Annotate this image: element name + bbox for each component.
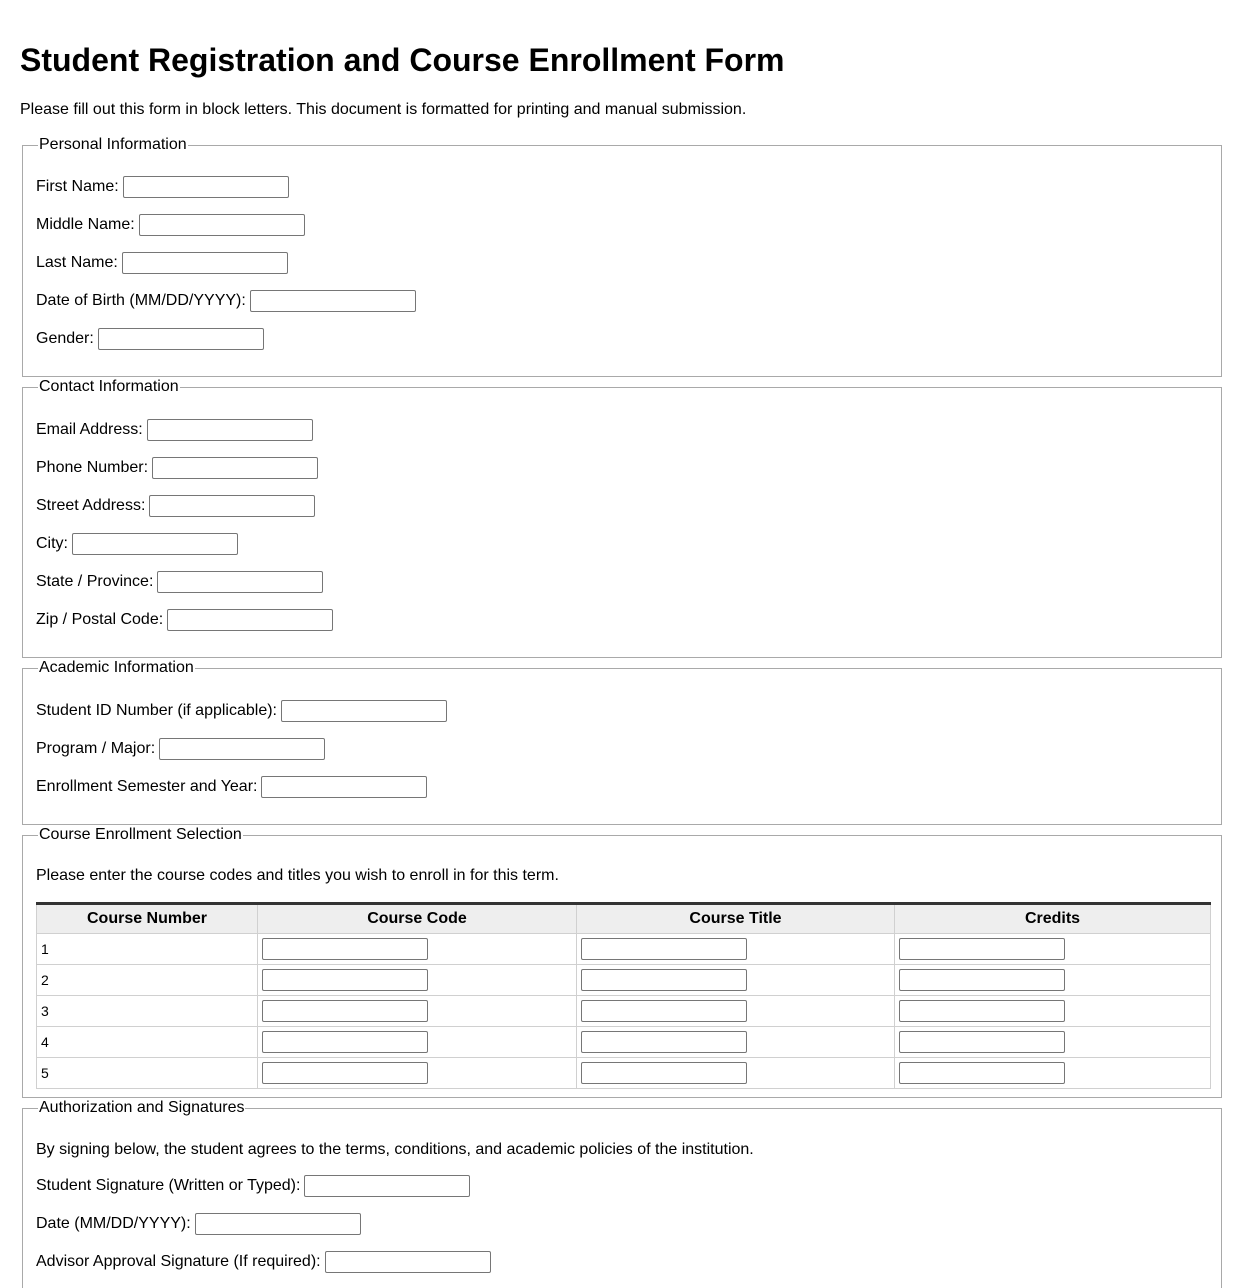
course-code-cell (258, 996, 577, 1027)
credits-cell (895, 934, 1211, 965)
middle-name-row (36, 213, 305, 237)
credits-field[interactable] (899, 1062, 1065, 1084)
gender-field[interactable] (98, 328, 264, 350)
course-title-cell (577, 996, 895, 1027)
credits-field[interactable] (899, 1000, 1065, 1022)
page-title: Student Registration and Course Enrollment Form (20, 42, 785, 78)
city-label: City: (36, 535, 68, 552)
student-signature-field[interactable] (304, 1175, 470, 1197)
table-row (37, 934, 1211, 965)
table-row (37, 1058, 1211, 1089)
student-signature-row (36, 1174, 470, 1198)
zip-row (36, 608, 333, 632)
gender-row (36, 327, 264, 351)
program-field[interactable] (159, 738, 325, 760)
last-name-label: Last Name: (36, 254, 118, 271)
course-title-cell (577, 1027, 895, 1058)
credits-cell (895, 996, 1211, 1027)
student-id-row (36, 699, 447, 723)
course-number-cell: 2 (37, 965, 258, 996)
date-of-birth-row (36, 289, 416, 313)
city-row (36, 532, 238, 556)
email-label: Email Address: (36, 421, 143, 438)
semester-row (36, 775, 427, 799)
course-code-field[interactable] (262, 1000, 428, 1022)
state-field[interactable] (157, 571, 323, 593)
course-title-cell (577, 965, 895, 996)
program-row (36, 737, 325, 761)
credits-cell (895, 1058, 1211, 1089)
course-title-field[interactable] (581, 938, 747, 960)
credits-field[interactable] (899, 1031, 1065, 1053)
course-code-cell (258, 1058, 577, 1089)
course-number-cell: 4 (37, 1027, 258, 1058)
first-name-row (36, 175, 289, 199)
course-code-cell (258, 965, 577, 996)
street-row (36, 494, 315, 518)
section-legend: Academic Information (39, 659, 194, 676)
email-field[interactable] (147, 419, 313, 441)
advisor-signature-label: Advisor Approval Signature (If required): (36, 1253, 321, 1270)
city-field[interactable] (72, 533, 238, 555)
email-row (36, 418, 313, 442)
signature-date-field[interactable] (195, 1213, 361, 1235)
signature-date-label: Date (MM/DD/YYYY): (36, 1215, 191, 1232)
phone-label: Phone Number: (36, 459, 149, 476)
last-name-row (36, 251, 288, 275)
academic-information-section (22, 659, 1222, 825)
first-name-label: First Name: (36, 178, 119, 195)
credits-cell (895, 965, 1211, 996)
first-name-field[interactable] (123, 176, 289, 198)
course-enrollment-section (22, 826, 1222, 1098)
zip-field[interactable] (167, 609, 333, 631)
table-row (37, 996, 1211, 1027)
credits-cell (895, 1027, 1211, 1058)
date-of-birth-field[interactable] (250, 290, 416, 312)
advisor-signature-row (36, 1250, 491, 1274)
course-code-cell (258, 934, 577, 965)
column-header: Course Title (577, 904, 895, 934)
student-id-field[interactable] (281, 700, 447, 722)
last-name-field[interactable] (122, 252, 288, 274)
contact-information-section (22, 378, 1222, 658)
course-title-field[interactable] (581, 1031, 747, 1053)
credits-field[interactable] (899, 969, 1065, 991)
student-id-label: Student ID Number (if applicable): (36, 702, 277, 719)
course-number-cell: 1 (37, 934, 258, 965)
student-signature-label: Student Signature (Written or Typed): (36, 1177, 301, 1194)
course-title-field[interactable] (581, 1000, 747, 1022)
course-number-cell: 5 (37, 1058, 258, 1089)
authorization-statement: By signing below, the student agrees to the terms, conditions, and academic policies of the institution. (36, 1141, 754, 1158)
course-code-field[interactable] (262, 938, 428, 960)
program-label: Program / Major: (36, 740, 156, 757)
semester-label: Enrollment Semester and Year: (36, 778, 258, 795)
semester-field[interactable] (261, 776, 427, 798)
gender-label: Gender: (36, 330, 94, 347)
table-row (37, 1027, 1211, 1058)
column-header: Credits (895, 904, 1211, 934)
section-legend: Course Enrollment Selection (39, 826, 242, 843)
phone-row (36, 456, 318, 480)
phone-field[interactable] (152, 457, 318, 479)
signature-date-row (36, 1212, 361, 1236)
state-label: State / Province: (36, 573, 154, 590)
course-instructions: Please enter the course codes and titles you wish to enroll in for this term. (36, 867, 559, 884)
state-row (36, 570, 323, 594)
street-label: Street Address: (36, 497, 146, 514)
authorization-section (22, 1099, 1222, 1288)
table-header-row (37, 904, 1211, 934)
course-title-field[interactable] (581, 969, 747, 991)
credits-field[interactable] (899, 938, 1065, 960)
advisor-signature-field[interactable] (325, 1251, 491, 1273)
course-title-cell (577, 934, 895, 965)
intro-text: Please fill out this form in block letters. This document is formatted for printing and manual submission. (20, 101, 747, 118)
course-title-cell (577, 1058, 895, 1089)
course-code-field[interactable] (262, 1031, 428, 1053)
course-number-cell: 3 (37, 996, 258, 1027)
middle-name-field[interactable] (139, 214, 305, 236)
section-legend: Personal Information (39, 136, 187, 153)
column-header: Course Number (37, 904, 258, 934)
section-legend: Authorization and Signatures (39, 1099, 245, 1116)
section-legend: Contact Information (39, 378, 179, 395)
table-row (37, 965, 1211, 996)
date-of-birth-label: Date of Birth (MM/DD/YYYY): (36, 292, 246, 309)
course-code-cell (258, 1027, 577, 1058)
course-code-field[interactable] (262, 1062, 428, 1084)
middle-name-label: Middle Name: (36, 216, 135, 233)
zip-label: Zip / Postal Code: (36, 611, 164, 628)
personal-information-section (22, 136, 1222, 377)
course-code-field[interactable] (262, 969, 428, 991)
street-field[interactable] (149, 495, 315, 517)
column-header: Course Code (258, 904, 577, 934)
course-title-field[interactable] (581, 1062, 747, 1084)
course-table (36, 902, 1211, 1089)
